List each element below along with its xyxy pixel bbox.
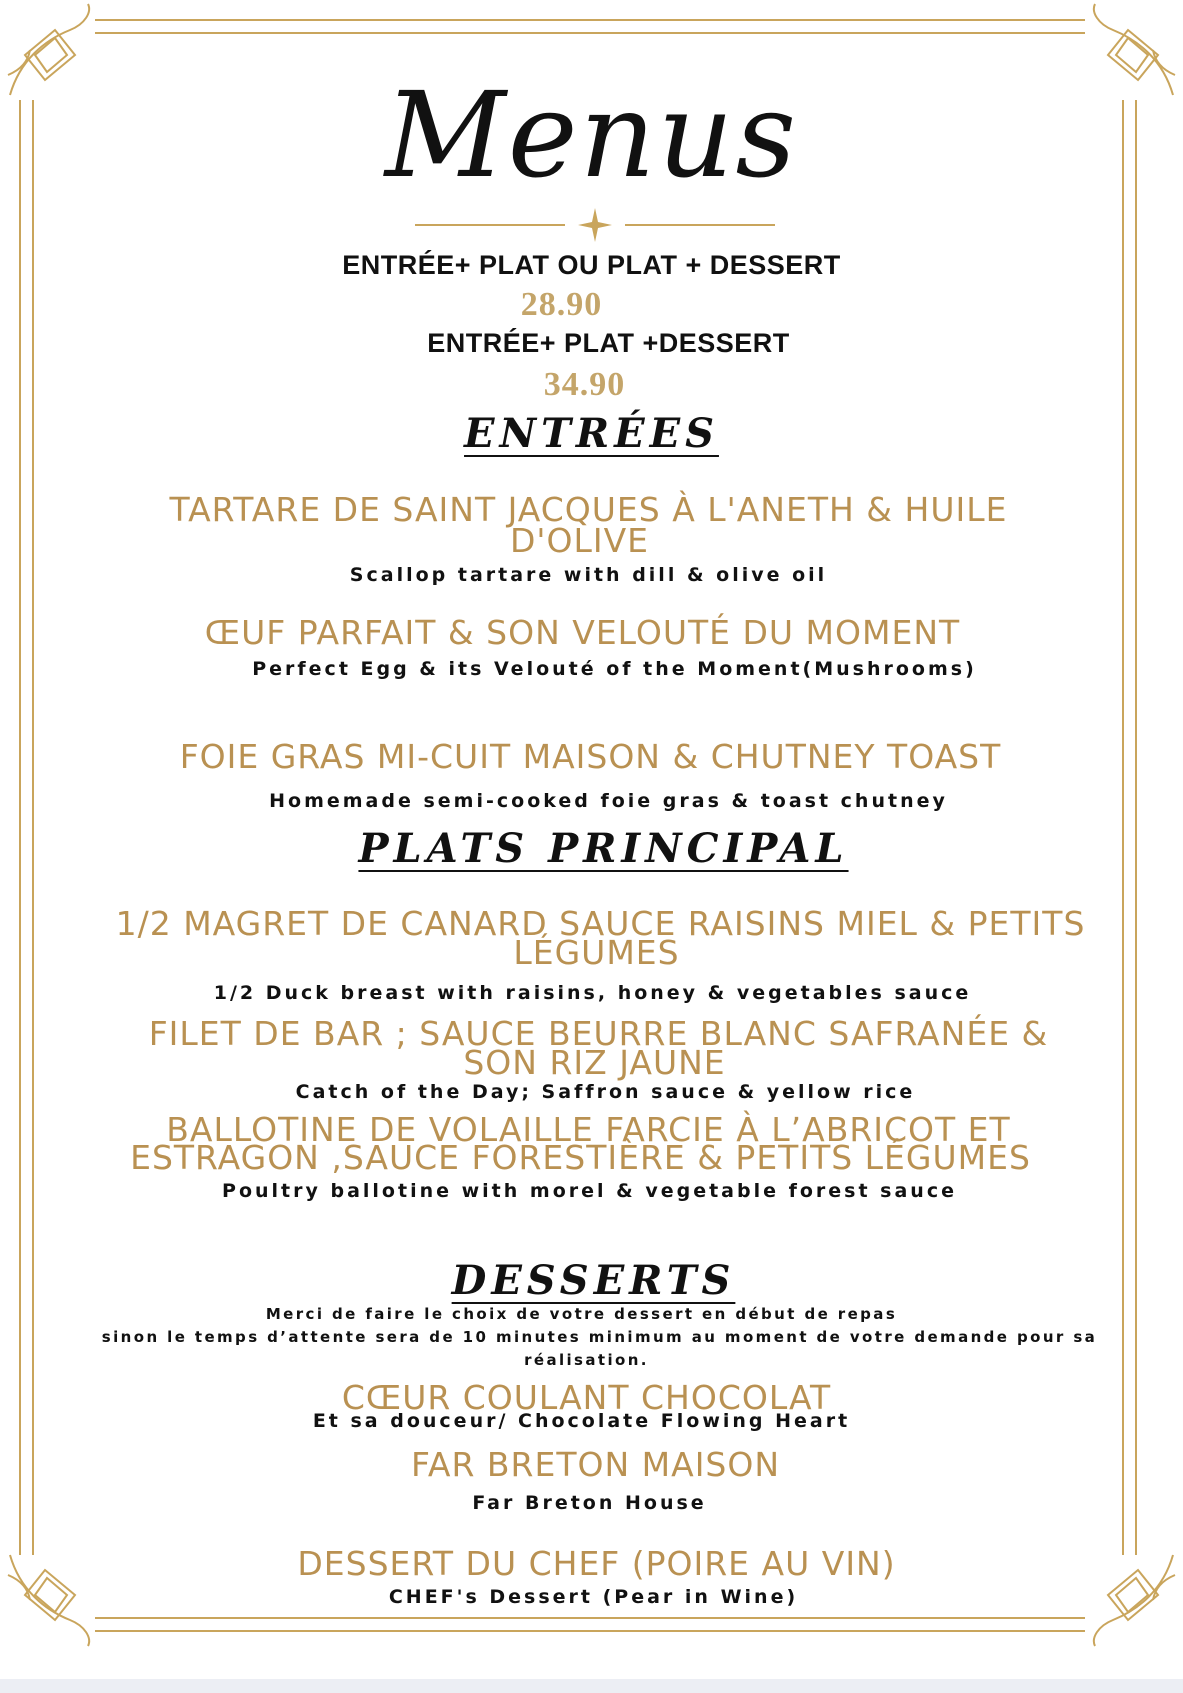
dish-name: SON RIZ JAUNE bbox=[463, 1043, 726, 1082]
dish-description: Catch of the Day; Saffron sauce & yellow rice bbox=[295, 1081, 916, 1103]
section-heading-desserts-text: DESSERTS bbox=[451, 1257, 736, 1304]
dish-description: Perfect Egg & its Velouté of the Moment(Mushrooms) bbox=[252, 658, 977, 680]
dish-name: FOIE GRAS MI-CUIT MAISON & CHUTNEY TOAST bbox=[179, 737, 1002, 776]
dish-description: Far Breton House bbox=[472, 1492, 707, 1514]
dish-name: DESSERT DU CHEF (POIRE AU VIN) bbox=[297, 1544, 896, 1583]
section-heading-plats-text: PLATS PRINCIPAL bbox=[358, 825, 849, 872]
section-heading-entrees-text: ENTRÉES bbox=[464, 410, 719, 457]
dish-description: Scallop tartare with dill & olive oil bbox=[349, 564, 828, 586]
section-heading-plats bbox=[12, 825, 1183, 872]
dish-name: BALLOTINE DE VOLAILLE FARCIE À L’ABRICOT ET bbox=[166, 1110, 1011, 1149]
dish-name: TARTARE DE SAINT JACQUES À L'ANETH & HUILE bbox=[169, 490, 1008, 529]
section-heading-entrees bbox=[0, 410, 1183, 457]
dish-description: CHEF's Dessert (Pear in Wine) bbox=[388, 1586, 799, 1608]
offer-2-label: ENTRÉE+ PLAT +DESSERT bbox=[427, 328, 790, 358]
dish-name: ŒUF PARFAIT & SON VELOUTÉ DU MOMENT bbox=[204, 613, 961, 652]
offer-1-price: 28.90 bbox=[520, 286, 603, 323]
dish-description: Homemade semi-cooked foie gras & toast chutney bbox=[269, 790, 948, 812]
dessert-note-line: Merci de faire le choix de votre dessert en début de repas bbox=[265, 1305, 898, 1323]
title-divider-right bbox=[625, 224, 775, 226]
bottom-strip bbox=[0, 1679, 1183, 1693]
dish-description: Poultry ballotine with morel & vegetable forest sauce bbox=[222, 1180, 957, 1202]
offer-1-label: ENTRÉE+ PLAT OU PLAT + DESSERT bbox=[342, 250, 841, 280]
dessert-note-line: réalisation. bbox=[524, 1351, 649, 1369]
dish-description: 1/2 Duck breast with raisins, honey & vegetables sauce bbox=[213, 982, 972, 1004]
menu-title: Menus bbox=[384, 66, 799, 204]
dish-name: CŒUR COULANT CHOCOLAT bbox=[341, 1378, 832, 1417]
dish-name: ESTRAGON ,SAUCE FORESTIÈRE & PETITS LÉGUMES bbox=[130, 1138, 1031, 1177]
dish-name: FILET DE BAR ; SAUCE BEURRE BLANC SAFRANÉE & bbox=[148, 1014, 1049, 1053]
dish-name: D'OLIVE bbox=[510, 521, 649, 560]
dish-name: LÉGUMES bbox=[513, 933, 680, 972]
title-divider-left bbox=[415, 224, 565, 226]
offer-2-price: 34.90 bbox=[543, 366, 626, 403]
dish-description: Et sa douceur/ Chocolate Flowing Heart bbox=[312, 1410, 851, 1432]
sparkle-icon bbox=[578, 208, 612, 242]
dessert-note-line: sinon le temps d’attente sera de 10 minutes minimum au moment de votre demande pour sa bbox=[101, 1328, 1098, 1346]
dish-name: FAR BRETON MAISON bbox=[410, 1445, 781, 1484]
dish-name: 1/2 MAGRET DE CANARD SAUCE RAISINS MIEL & PETITS bbox=[115, 904, 1086, 943]
section-heading-desserts bbox=[2, 1257, 1183, 1304]
